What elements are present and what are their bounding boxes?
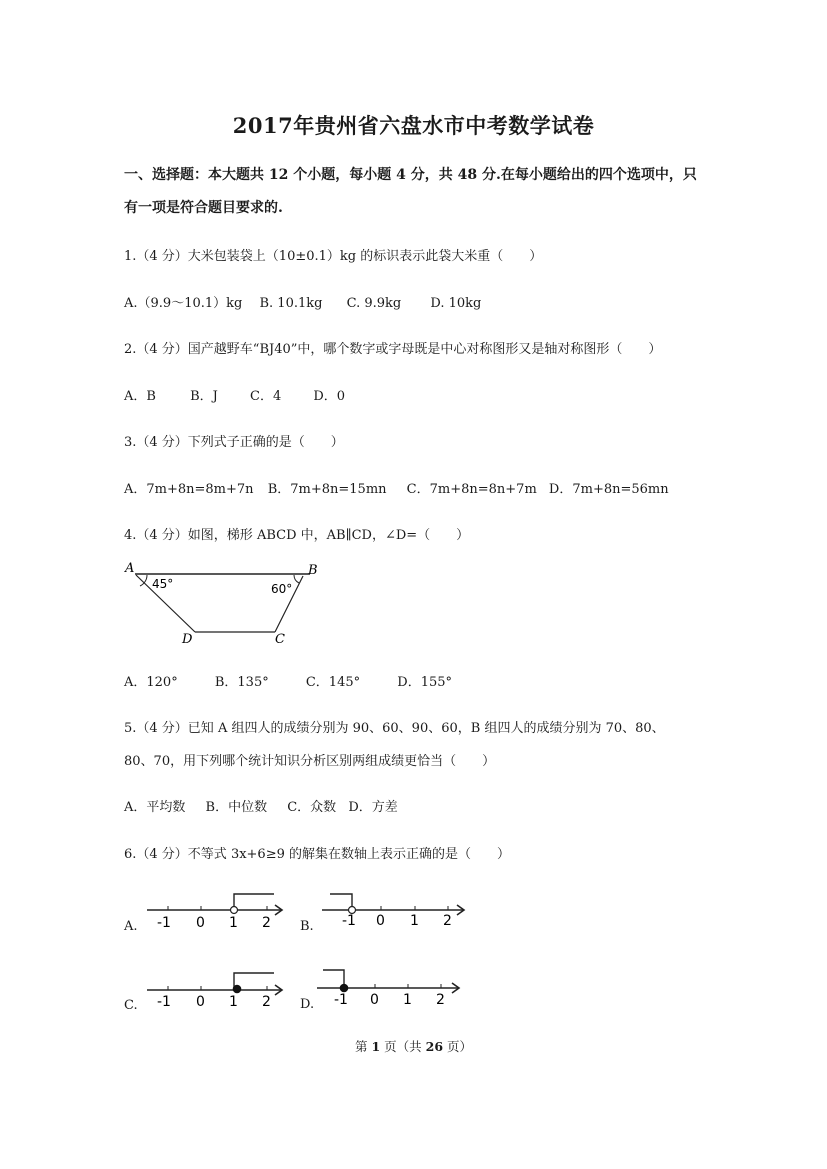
tick-label: -1: [334, 992, 348, 1008]
q2-option-d: D．0: [313, 389, 346, 404]
tick-label: 0: [376, 913, 385, 929]
q1-option-c: C. 9.9kg: [346, 296, 402, 311]
q6-option-b-label: B.: [300, 919, 314, 934]
q4-option-d: D．155°: [397, 675, 453, 690]
tick-label: 2: [262, 915, 271, 931]
q4-option-c: C．145°: [305, 675, 361, 690]
q4-option-b: B．135°: [214, 675, 269, 690]
closed-point: [340, 984, 348, 992]
page-footer: [0, 1037, 827, 1055]
number-line-d: [315, 962, 465, 1010]
tick-label: 0: [196, 915, 205, 931]
q5-option-b: B．中位数: [205, 800, 268, 815]
question-2-options: [124, 385, 345, 404]
q6-option-a-label: A.: [124, 919, 138, 934]
angle-arc-b: [294, 575, 299, 583]
number-line-a: [140, 886, 290, 934]
tick-label: -1: [342, 913, 356, 929]
tick-label: 0: [196, 994, 205, 1010]
label-b: B: [308, 563, 318, 578]
trapezoid-figure: [118, 556, 328, 648]
q5-option-d: D．方差: [348, 800, 398, 815]
q5-option-c: C．众数: [287, 800, 337, 815]
tick-label: 0: [370, 992, 379, 1008]
q2-option-c: C．4: [250, 389, 282, 404]
number-line-b: [320, 886, 470, 934]
section-line-2: 有一项是符合题目要求的.: [124, 200, 283, 216]
q3-option-d: D．7m+8n=56mn: [548, 482, 669, 497]
question-1-stem: 1.（4 分）大米包装袋上（10±0.1）kg 的标识表示此袋大米重（ ）: [124, 249, 543, 264]
angle-label-b: 60°: [271, 582, 293, 596]
question-5-options: [124, 796, 398, 815]
footer-mid: 页（共: [384, 1039, 422, 1054]
tick-label: -1: [157, 994, 171, 1010]
tick-label: 2: [436, 992, 445, 1008]
tick-label: -1: [157, 915, 171, 931]
footer-page-number: 1: [371, 1039, 381, 1054]
question-4-stem: 4.（4 分）如图，梯形 ABCD 中，AB∥CD，∠D=（ ）: [124, 528, 470, 543]
footer-prefix: 第: [354, 1039, 368, 1054]
question-2-stem: 2.（4 分）国产越野车“BJ40”中，哪个数字或字母既是中心对称图形又是轴对称图形（ ）: [124, 342, 662, 357]
tick-label: 1: [229, 994, 238, 1010]
solution-ray: [234, 973, 274, 987]
q3-option-b: B．7m+8n=15mn: [267, 482, 387, 497]
q5-option-a: A．平均数: [124, 800, 186, 815]
solution-ray: [330, 894, 352, 907]
q1-option-a: A.（9.9～10.1）kg: [124, 296, 243, 311]
page-title: 2017年贵州省六盘水市中考数学试卷: [232, 113, 595, 138]
question-6-stem: 6.（4 分）不等式 3x+6≥9 的解集在数轴上表示正确的是（ ）: [124, 847, 511, 862]
q4-option-a: A．120°: [124, 675, 178, 690]
question-1-options: [124, 292, 481, 311]
label-d: D: [182, 632, 193, 647]
q2-option-a: A．B: [124, 389, 156, 404]
label-a: A: [125, 561, 135, 576]
solution-ray: [234, 894, 274, 907]
solution-ray: [323, 970, 344, 985]
tick-label: 1: [410, 913, 419, 929]
q1-option-b: B. 10.1kg: [259, 296, 323, 311]
q6-option-c-label: C.: [124, 998, 138, 1013]
q2-option-b: B．J: [190, 389, 218, 404]
section-line-1: 一、选择题：本大题共 12 个小题，每小题 4 分，共 48 分.在每小题给出的四个选项中，只: [124, 167, 697, 183]
question-3-stem: 3.（4 分）下列式子正确的是（ ）: [124, 435, 344, 450]
question-4-options: [124, 671, 452, 690]
label-c: C: [275, 632, 285, 647]
q6-option-d-label: D.: [300, 997, 315, 1012]
tick-label: 2: [262, 994, 271, 1010]
tick-label: 1: [229, 915, 238, 931]
q1-option-d: D. 10kg: [430, 296, 482, 311]
number-line-c: [140, 964, 290, 1012]
tick-label: 2: [443, 913, 452, 929]
tick-label: 1: [403, 992, 412, 1008]
question-3-options: [124, 478, 669, 497]
footer-total-pages: 26: [425, 1039, 444, 1054]
q3-option-c: C．7m+8n=8n+7m: [406, 482, 537, 497]
open-point: [231, 907, 238, 914]
q3-option-a: A．7m+8n=8m+7n: [124, 482, 254, 497]
section-heading: [124, 159, 714, 225]
closed-point: [233, 985, 241, 993]
angle-label-a: 45°: [152, 577, 174, 591]
question-5-stem-line-2: 80、70，用下列哪个统计知识分析区别两组成绩更恰当（ ）: [124, 754, 496, 769]
footer-suffix: 页）: [447, 1039, 473, 1054]
question-5-stem-line-1: 5.（4 分）已知 A 组四人的成绩分别为 90、60、90、60，B 组四人的成绩分别为 70、80、: [124, 721, 665, 736]
